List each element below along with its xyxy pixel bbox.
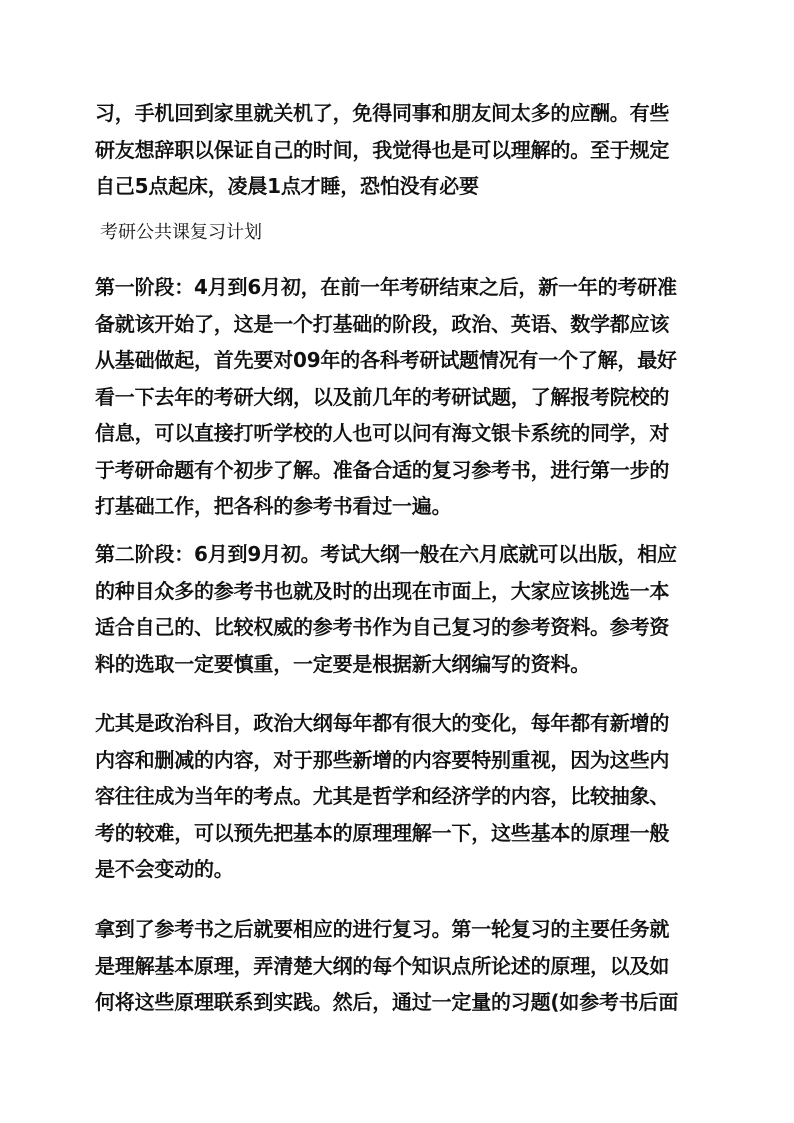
text-line: 是理解基本原理，弄清楚大纲的每个知识点所论述的原理，以及如 (95, 953, 670, 978)
text-line: 备就该开始了，这是一个打基础的阶段，政治、英语、数学都应该 (95, 311, 670, 336)
text-line: 信息，可以直接打听学校的人也可以问有海文银卡系统的同学，对 (95, 421, 670, 445)
text-line: 何将这些原理联系到实践。然后，通过一定量的习题(如参考书后面 (95, 990, 679, 1014)
text-line: 看一下去年的考研大纲，以及前几年的考研试题，了解报考院校的 (95, 384, 670, 409)
text-line: 考的较难，可以预先把基本的原理理解一下，这些基本的原理一般 (95, 820, 670, 845)
text-line: 的种目众多的参考书也就及时的出现在市面上，大家应该挑选一本 (95, 578, 670, 603)
text-line: 习，手机回到家里就关机了，免得同事和朋友间太多的应酬。有些 (95, 101, 670, 125)
politics-paragraph (95, 705, 669, 888)
text-line: 拿到了参考书之后就要相应的进行复习。第一轮复习的主要任务就 (95, 917, 670, 941)
text-line: 打基础工作，把各科的参考书看过一遍。 (95, 494, 452, 518)
text-line: 料的选取一定要慎重，一定要是根据新大纲编写的资料。 (95, 651, 590, 676)
stage-one-paragraph (95, 269, 677, 525)
text-line: 第一阶段：4月到6月初，在前一年考研结束之后，新一年的考研准 (95, 275, 677, 299)
stage-two-paragraph (95, 536, 677, 682)
section-heading: 考研公共课复习计划 (100, 221, 262, 243)
text-line: 尤其是政治科目，政治大纲每年都有很大的变化，每年都有新增的 (95, 711, 670, 735)
text-line: 第二阶段：6月到9月初。考试大纲一般在六月底就可以出版，相应 (95, 542, 677, 566)
text-line: 自己5点起床，凌晨1点才睡，恐怕没有必要 (95, 174, 479, 198)
text-line: 内容和删减的内容，对于那些新增的内容要特别重视，因为这些内 (95, 747, 670, 772)
text-line: 从基础做起，首先要对09年的各科考研试题情况有一个了解，最好 (95, 348, 677, 372)
review-paragraph (95, 911, 678, 1021)
text-line: 是不会变动的。 (95, 857, 234, 881)
text-line: 容往往成为当年的考点。尤其是哲学和经济学的内容，比较抽象、 (95, 784, 670, 808)
text-line: 研友想辞职以保证自己的时间，我觉得也是可以理解的。至于规定 (95, 137, 670, 162)
text-line: 于考研命题有个初步了解。准备合适的复习参考书，进行第一步的 (95, 457, 670, 482)
intro-paragraph (95, 95, 669, 205)
text-line: 适合自己的、比较权威的参考书作为自己复习的参考资料。参考资 (95, 615, 670, 639)
